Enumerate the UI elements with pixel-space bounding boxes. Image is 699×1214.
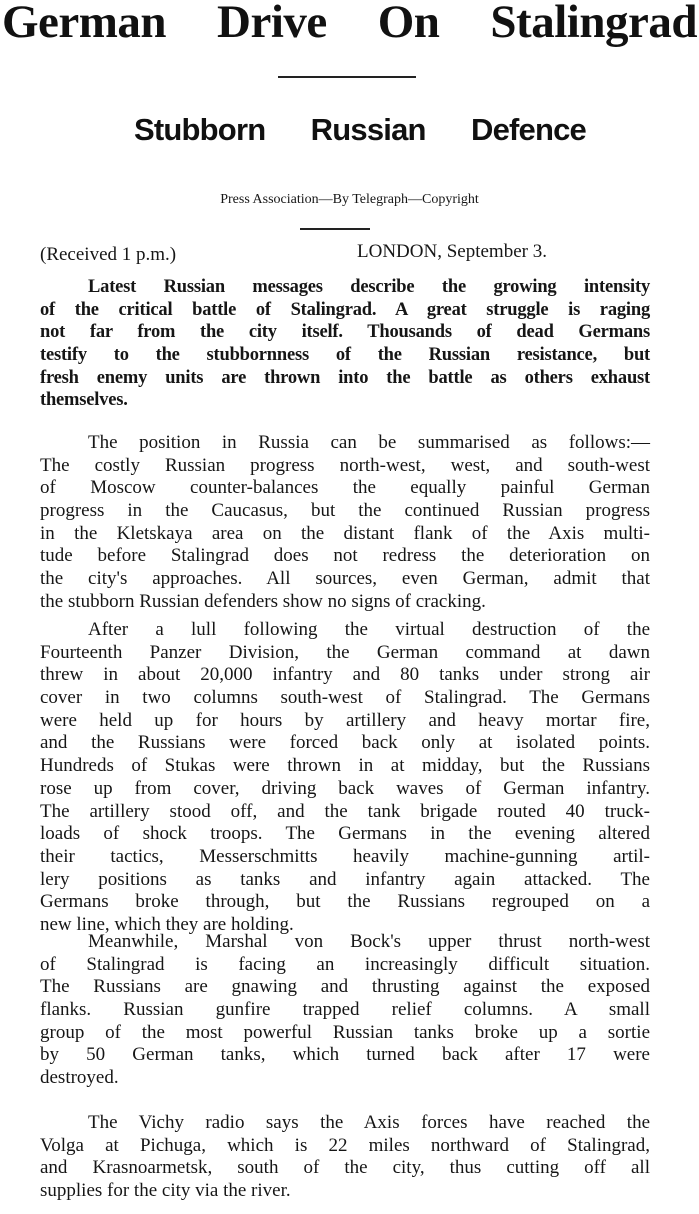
subheadline-word: Defence [470,112,586,147]
article-paragraph [40,1112,650,1203]
text-line: supplies for the city via the river. [40,1180,291,1202]
text-line: their tactics, Messerschmitts heavily machine-gunning artil- [40,845,650,867]
text-line: of Moscow counter-balances the equally painful German [40,477,650,499]
text-line: in the Kletskaya area on the distant flank of the Axis multi- [40,522,650,544]
text-line: the city's approaches. All sources, even German, admit that [40,568,650,590]
article-paragraph [40,432,650,614]
text-line: threw in about 20,000 infantry and 80 tanks under strong air [40,664,650,686]
article-paragraph [40,276,650,412]
headline-word: German [2,0,167,48]
text-line: the stubborn Russian defenders show no signs of cracking. [40,590,486,612]
text-line: Fourteenth Panzer Division, the German command at dawn [40,641,650,663]
text-line: and the Russians were forced back only at isolated points. [40,732,650,754]
article-paragraph [40,619,650,937]
text-line: Latest Russian messages describe the growing intensity [88,277,650,297]
subheadline-word: Russian [310,112,426,147]
text-line: Volga at Pichuga, which is 22 miles northward of Stalingrad, [40,1134,650,1156]
text-line: rose up from cover, driving back waves of German infantry. [40,777,650,799]
divider-rule [278,76,416,78]
text-line: loads of shock troops. The Germans in the evening altered [40,823,650,845]
text-line: were held up for hours by artillery and heavy mortar fire, [40,709,650,731]
text-line: and Krasnoarmetsk, south of the city, thus cutting off all [40,1157,650,1179]
text-line: progress in the Caucasus, but the continued Russian progress [40,500,650,522]
received-time: (Received 1 p.m.) [40,244,177,265]
text-line: fresh enemy units are thrown into the battle as others exhaust [40,367,650,388]
dateline: LONDON, September 3. [357,241,547,262]
text-line: The artillery stood off, and the tank brigade routed 40 truck- [40,800,650,822]
headline [2,0,697,48]
article-paragraph [40,931,650,1090]
subheadline [134,108,586,152]
text-line: not far from the city itself. Thousands of dead Germans [40,322,650,343]
text-line: group of the most powerful Russian tanks broke up a sortie [40,1021,650,1043]
headline-word: Stalingrad [490,0,697,48]
text-line: Hundreds of Stukas were thrown in at midday, but the Russians [40,755,650,777]
text-line: testify to the stubbornness of the Russian resistance, but [40,345,650,366]
text-line: themselves. [40,390,128,411]
headline-word: On [377,0,440,48]
text-line: After a lull following the virtual destruction of the [88,619,650,640]
divider-rule [300,228,370,230]
headline-word: Drive [217,0,327,48]
wire-credit: Press Association—By Telegraph—Copyright [220,192,479,207]
text-line: tude before Stalingrad does not redress the deterioration on [40,545,650,567]
text-line: of Stalingrad is facing an increasingly difficult situation. [40,953,650,975]
subheadline-word: Stubborn [134,112,266,147]
text-line: of the critical battle of Stalingrad. A great struggle is raging [40,299,650,320]
text-line: The Vichy radio says the Axis forces have reached the [88,1112,650,1133]
text-line: flanks. Russian gunfire trapped relief columns. A small [40,999,650,1021]
text-line: The position in Russia can be summarised as follows:— [88,432,650,453]
text-line: lery positions as tanks and infantry again attacked. The [40,868,650,890]
text-line: Meanwhile, Marshal von Bock's upper thrust north-west [88,931,650,952]
text-line: by 50 German tanks, which turned back after 17 were [40,1044,650,1066]
text-line: cover in two columns south-west of Stalingrad. The Germans [40,687,650,709]
text-line: new line, which they are holding. [40,913,294,935]
text-line: destroyed. [40,1067,119,1089]
text-line: Germans broke through, but the Russians regrouped on a [40,891,650,913]
text-line: The costly Russian progress north-west, west, and south-west [40,454,650,476]
text-line: The Russians are gnawing and thrusting against the exposed [40,976,650,998]
